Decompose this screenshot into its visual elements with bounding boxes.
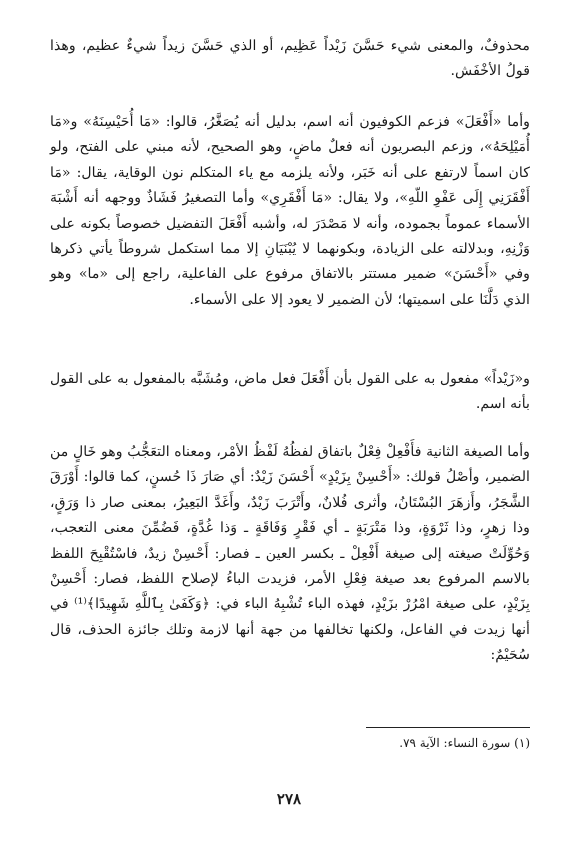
paragraph-3: و«زَيْداً» مفعول به على القول بأن أَفْعَلَ فعل ماض، ومُشَبَّه بالمفعول به على القول بأنه اسم. (49, 371, 530, 413)
footnote: (١) سورة النساء: الآية ٧٩. (399, 736, 530, 750)
paragraph-2: وأما «أَفْعَلَ» فزعم الكوفيون أنه اسم، بدليل أنه يُصَغَّرُ، قالوا: «مَا أُحَيْسِنَهُ» و«مَا أُمَيْلِحَهُ»، وزعم البصريون أنه فعلٌ ماضٍ، وهو الصحيح، لأنه مبني على الفتح، ولو كان اسماً لارتفع على أنه خَبَر، ولأنه يلزمه مع ياء المتكلم نون الوقاية، يقال: «مَا أَفْقَرَنِي إِلَى عَفْوِ اللّهِ»، ولا يقال: «مَا أَفْقَرِي» وأما التصغيرُ فَشَاذٌ ووجهه أنه أَشْبَهَ الأسماء عموماً بجموده، وأنه لا مَصْدَرَ له، وأشبه أَفْعَلَ التفضيل خصوصاً بكونه على وَزْنِهِ، وبدلالته على الزيادة، وبكونهما لا يُبْنَيَانِ إلا مما استكمل شروطاً يأتي ذكرها وفي «أَحْسَنَ» ضمير مستتر بالاتفاق مرفوع على الفاعلية، راجع إلى «ما» وهو الذي دَلَّنَا على اسميتها؛ لأن الضمير لا يعود إلا على الأسماء. (50, 114, 530, 308)
paragraph-4: وأما الصيغة الثانية فأَفْعِلْ فِعْلٌ باتفاق لفظُهُ لَفْظُ الأمْر، ومعناه التعَجُّبُ وهو خَالٍ من الضمير، وأصْلُ قولك: «أَحْسِنْ بِزَيْدٍ» أَحْسَنَ زَيْدٌ: أي صَارَ ذَا حُسنٍ، كما قالوا: أَوْرَقَ الشَّجَرُ، وأَزهَرَ البُسْتَانُ، وأثرى فُلانٌ، وأَتْرَبَ زَيْدٌ، وأَغَدَّ البَعِيرُ، بمعنى صار ذا وَرَقٍ، وذا زهرٍ، وذا ثَرْوَةٍ، وذا مَتْرَبَةٍ ـ أي فَقْرٍ وَفَاقَةٍ ـ وَذا غُدَّةٍ، فَضُمِّنَ معنى التعجب، وَحُوِّلَتْ صيغته إلى صيغة أَفْعِلْ ـ بكسر العين ـ فصار: أَحْسِنْ زيدٌ، فاسْتُقْبِحَ اللفظ بالاسم المرفوع بعد صيغة فِعْلِ الأمر، فزيدت الباءُ لإصلاح اللفظ، فصار: أَحْسِنْ بِزَيْدٍ، على صيغة امْرُرْ بزَيْدٍ، فهذه الباء تُشْبِهُ الباء في: ﴿وَكَفَىٰ بِٱللَّهِ شَهِيدًا﴾⁽¹⁾ في أنها زيدت في الفاعل، ولكنها تخالفها من جهة أنها لازمة وتلك جائزة الحذف، قال سُحَيْمٌ: (50, 444, 530, 664)
page-number: ٢٧٨ (276, 790, 302, 808)
footnote-divider (366, 727, 530, 728)
paragraph-1: محذوفٌ، والمعنى شيء حَسَّنَ زَيْداً عَظِيم، أو الذي حَسَّنَ زيداً شيءٌ عظيم، وهذا قولُ الأخْفَش. (50, 38, 530, 80)
